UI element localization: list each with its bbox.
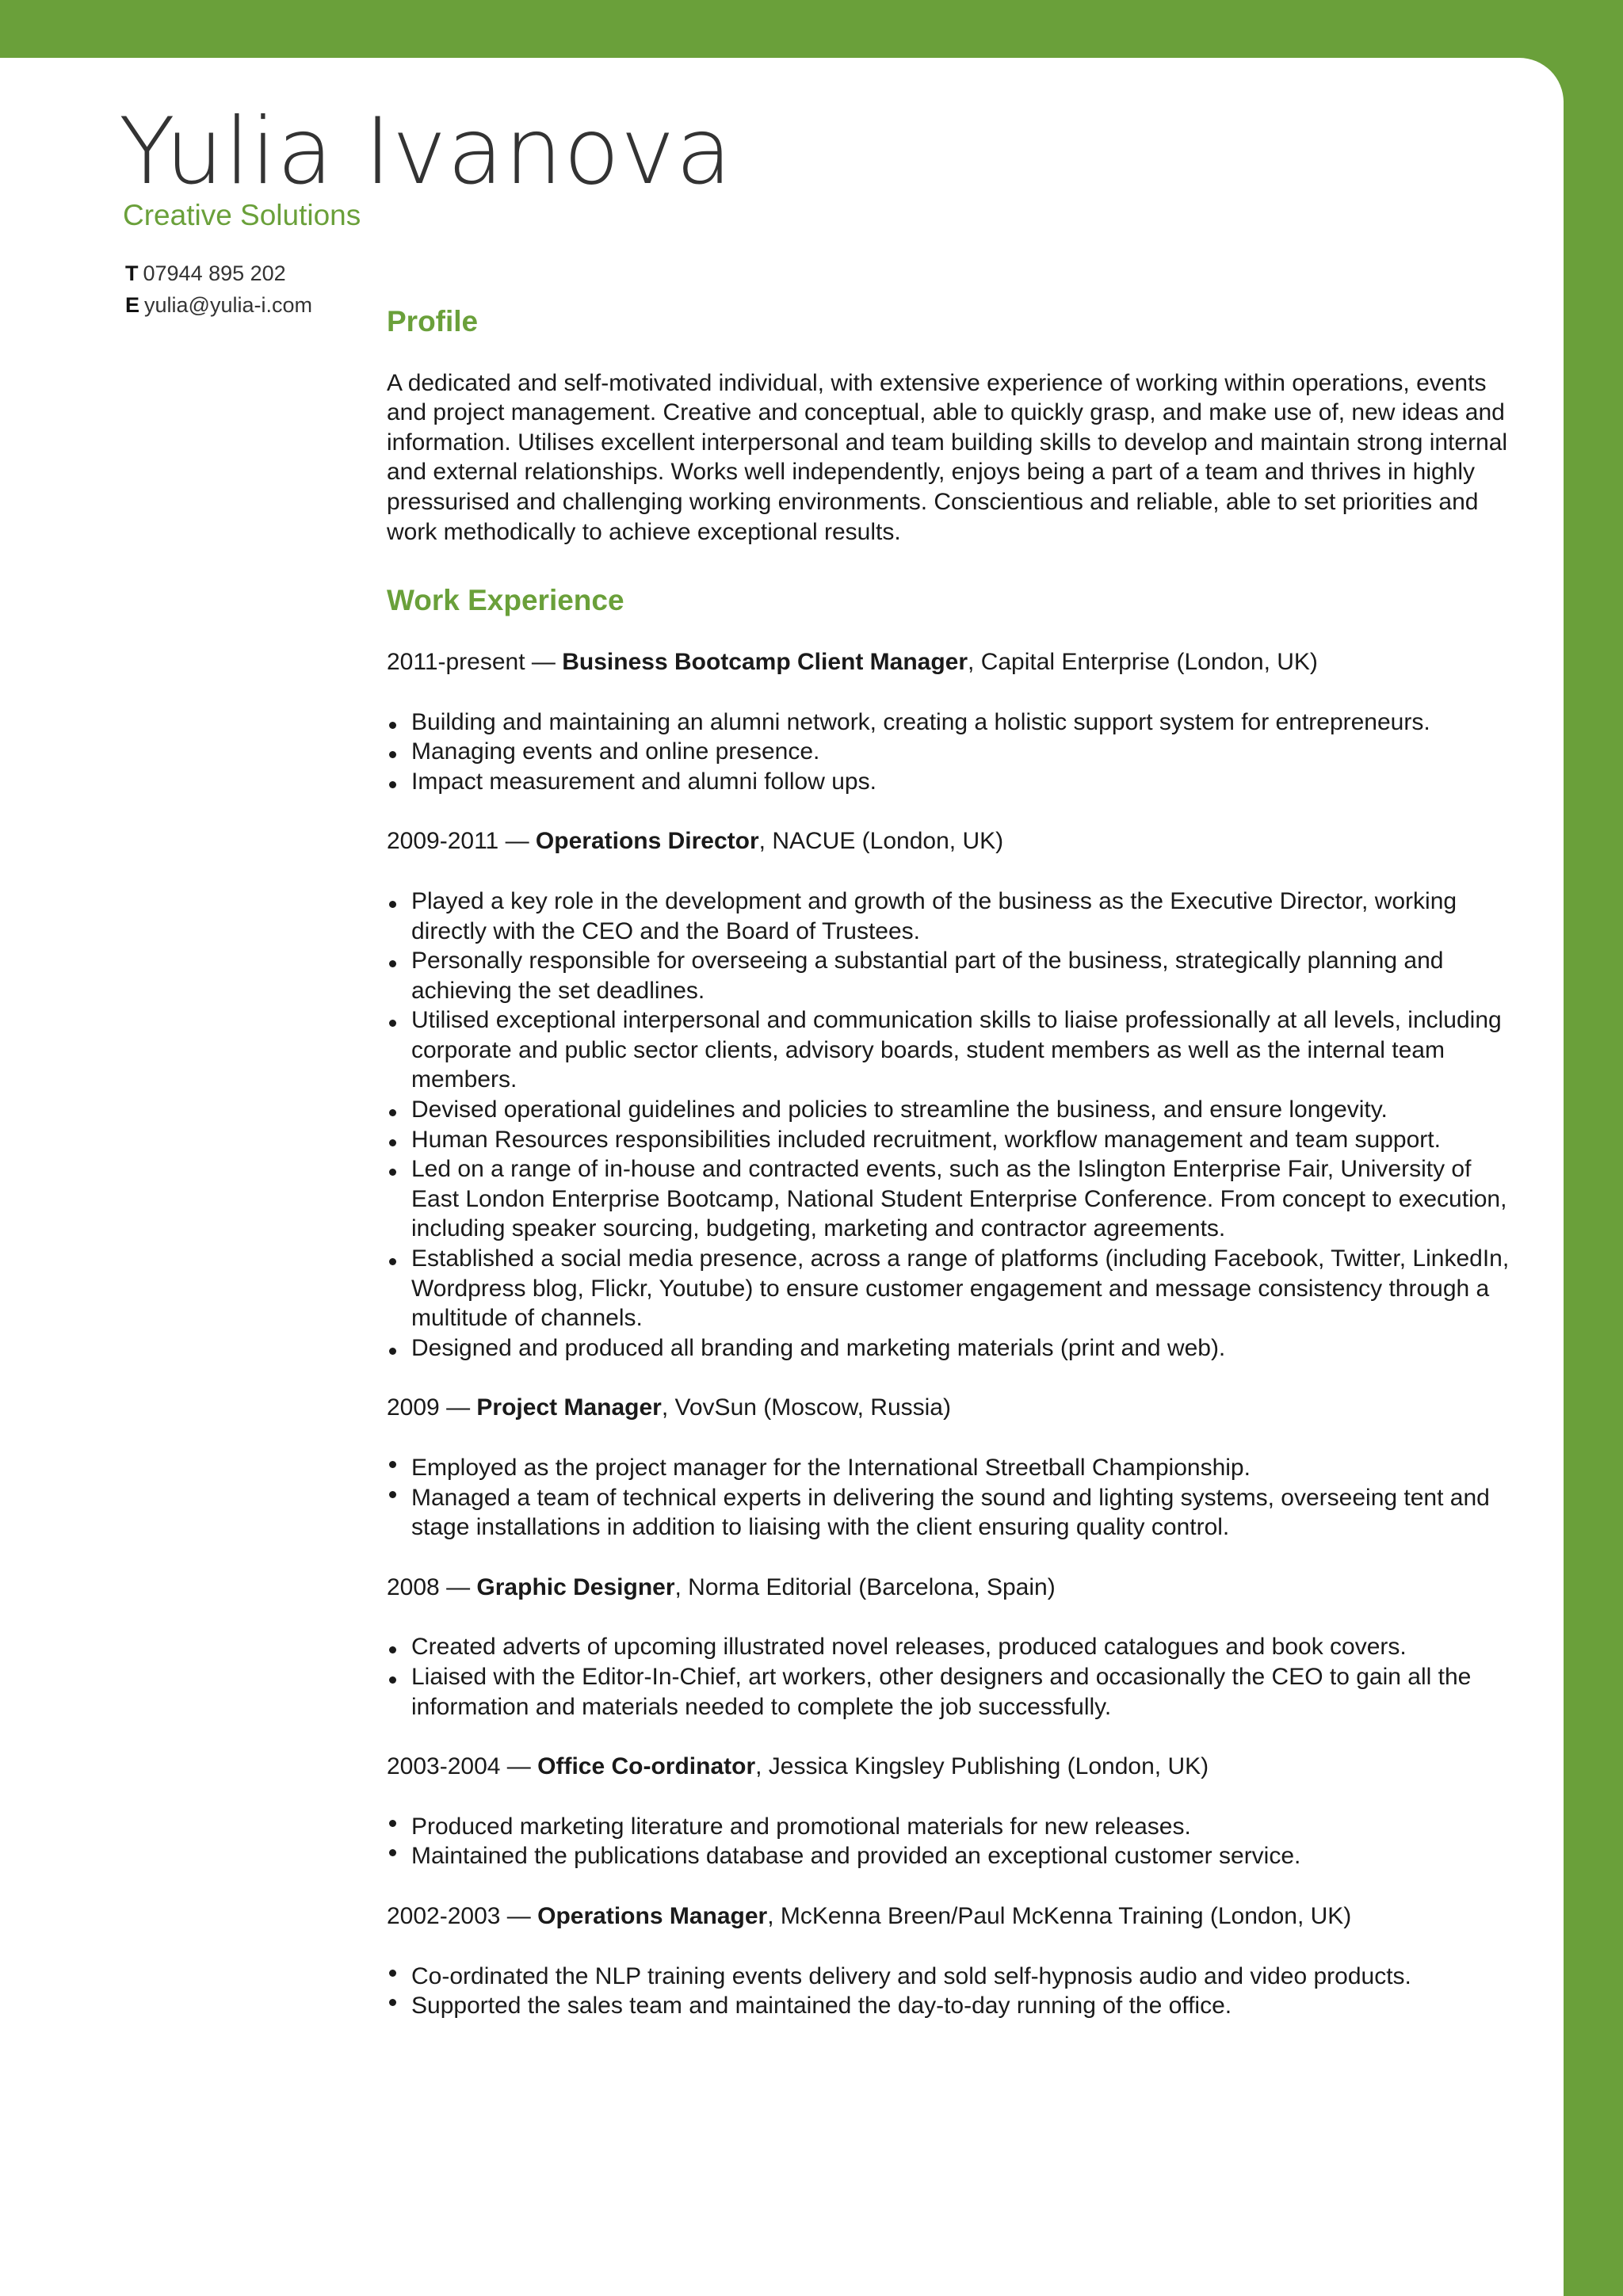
experience-section [387, 585, 1512, 2020]
job-separator: — [525, 648, 563, 675]
job-header [387, 1901, 1512, 1932]
job-bullets [387, 1632, 1512, 1722]
job-bullets [387, 1453, 1512, 1543]
job-bullets [387, 887, 1512, 1363]
job-header [387, 1573, 1512, 1603]
job-organization: , Jessica Kingsley Publishing (London, UK) [755, 1753, 1209, 1780]
phone-line [125, 257, 312, 289]
job-bullet: Employed as the project manager for the International Streetball Championship. [387, 1453, 1512, 1483]
job-bullet: Supported the sales team and maintained the day-to-day running of the office. [387, 1991, 1512, 2021]
candidate-name: Yulia Ivanova [119, 98, 733, 205]
job-bullet: Led on a range of in-house and contracted events, such as the Islington Enterprise Fair, University of East London Enterprise Bootcamp, National Student Enterprise Conference. From concept to execution, including speaker sourcing, budgeting, marketing and contractor agreements. [387, 1154, 1512, 1244]
phone-number: 07944 895 202 [143, 261, 286, 285]
job-header [387, 1393, 1512, 1423]
job-header [387, 1752, 1512, 1782]
job-bullet: Co-ordinated the NLP training events delivery and sold self-hypnosis audio and video products. [387, 1962, 1512, 1992]
job-bullet: Designed and produced all branding and marketing materials (print and web). [387, 1333, 1512, 1363]
job-period: 2008 [387, 1573, 440, 1600]
job-separator: — [500, 1753, 538, 1780]
job-bullet: Impact measurement and alumni follow ups. [387, 767, 1512, 797]
job-header [387, 647, 1512, 677]
job-organization: , Norma Editorial (Barcelona, Spain) [674, 1573, 1056, 1600]
email-key: E [125, 293, 140, 317]
job-period: 2009-2011 [387, 828, 499, 855]
job-period: 2011-present [387, 648, 525, 675]
job-list [387, 647, 1512, 2021]
job-organization: , VovSun (Moscow, Russia) [661, 1394, 951, 1421]
job-title: Business Bootcamp Client Manager [562, 648, 968, 675]
job-bullets [387, 1962, 1512, 2021]
experience-heading: Work Experience [387, 584, 624, 617]
email-line [125, 289, 312, 321]
job-bullet: Played a key role in the development and growth of the business as the Executive Director, working directly with the CEO and the Board of Trustees. [387, 887, 1512, 946]
job-period: 2002-2003 [387, 1902, 501, 1929]
email-address: yulia@yulia-i.com [144, 293, 312, 317]
job-bullet: Established a social media presence, across a range of platforms (including Facebook, Twitter, LinkedIn, Wordpress blog, Flickr, Youtube) to ensure customer engagement and message consistency through a multitude of channels. [387, 1244, 1512, 1333]
contact-block [125, 257, 312, 321]
job-separator: — [500, 1902, 538, 1929]
job-separator: — [439, 1573, 477, 1600]
job-bullet: Human Resources responsibilities included recruitment, workflow management and team support. [387, 1125, 1512, 1155]
profile-section [387, 306, 1512, 547]
job-bullet: Maintained the publications database and provided an exceptional customer service. [387, 1841, 1512, 1871]
job-bullet: Utilised exceptional interpersonal and communication skills to liaise professionally at all levels, including corporate and public sector clients, advisory boards, student members as well as the internal team members. [387, 1005, 1512, 1095]
job-bullet: Building and maintaining an alumni network, creating a holistic support system for entrepreneurs. [387, 707, 1512, 738]
job-period: 2009 [387, 1394, 440, 1421]
job-bullet: Devised operational guidelines and policies to streamline the business, and ensure longevity. [387, 1095, 1512, 1125]
cv-page [0, 58, 1564, 2296]
job-organization: , NACUE (London, UK) [758, 828, 1004, 855]
job-title: Office Co-ordinator [537, 1753, 756, 1780]
candidate-tagline: Creative Solutions [123, 199, 361, 231]
job-title: Operations Director [535, 828, 759, 855]
job-title: Project Manager [476, 1394, 662, 1421]
job-bullets [387, 707, 1512, 797]
job-bullet: Created adverts of upcoming illustrated novel releases, produced catalogues and book covers. [387, 1632, 1512, 1662]
main-content [387, 306, 1512, 2051]
job-separator: — [439, 1394, 477, 1421]
job-bullet: Managing events and online presence. [387, 737, 1512, 767]
job-title: Graphic Designer [476, 1573, 675, 1600]
job-separator: — [498, 828, 536, 855]
job-organization: , Capital Enterprise (London, UK) [968, 648, 1318, 675]
job-bullet: Produced marketing literature and promotional materials for new releases. [387, 1812, 1512, 1842]
job-header [387, 826, 1512, 856]
job-period: 2003-2004 [387, 1753, 501, 1780]
phone-key: T [125, 261, 139, 285]
job-title: Operations Manager [537, 1902, 768, 1929]
job-organization: , McKenna Breen/Paul McKenna Training (London, UK) [767, 1902, 1352, 1929]
profile-heading: Profile [387, 305, 479, 338]
job-bullets [387, 1812, 1512, 1871]
job-bullet: Personally responsible for overseeing a substantial part of the business, strategically planning and achieving the set deadlines. [387, 946, 1512, 1005]
job-bullet: Liaised with the Editor-In-Chief, art workers, other designers and occasionally the CEO to gain all the information and materials needed to complete the job successfully. [387, 1662, 1512, 1722]
job-bullet: Managed a team of technical experts in delivering the sound and lighting systems, overseeing tent and stage installations in addition to liaising with the client ensuring quality control. [387, 1483, 1512, 1543]
profile-text: A dedicated and self-motivated individual, with extensive experience of working within operations, events and project management. Creative and conceptual, able to quickly grasp, and make use of, new ideas and information. Utilises excellent interpersonal and team building skills to develop and maintain strong internal and external relationships. Works well independently, enjoys being a part of a team and thrives in highly pressurised and challenging working environments. Conscientious and reliable, able to set priorities and work methodically to achieve exceptional results. [387, 369, 1508, 545]
